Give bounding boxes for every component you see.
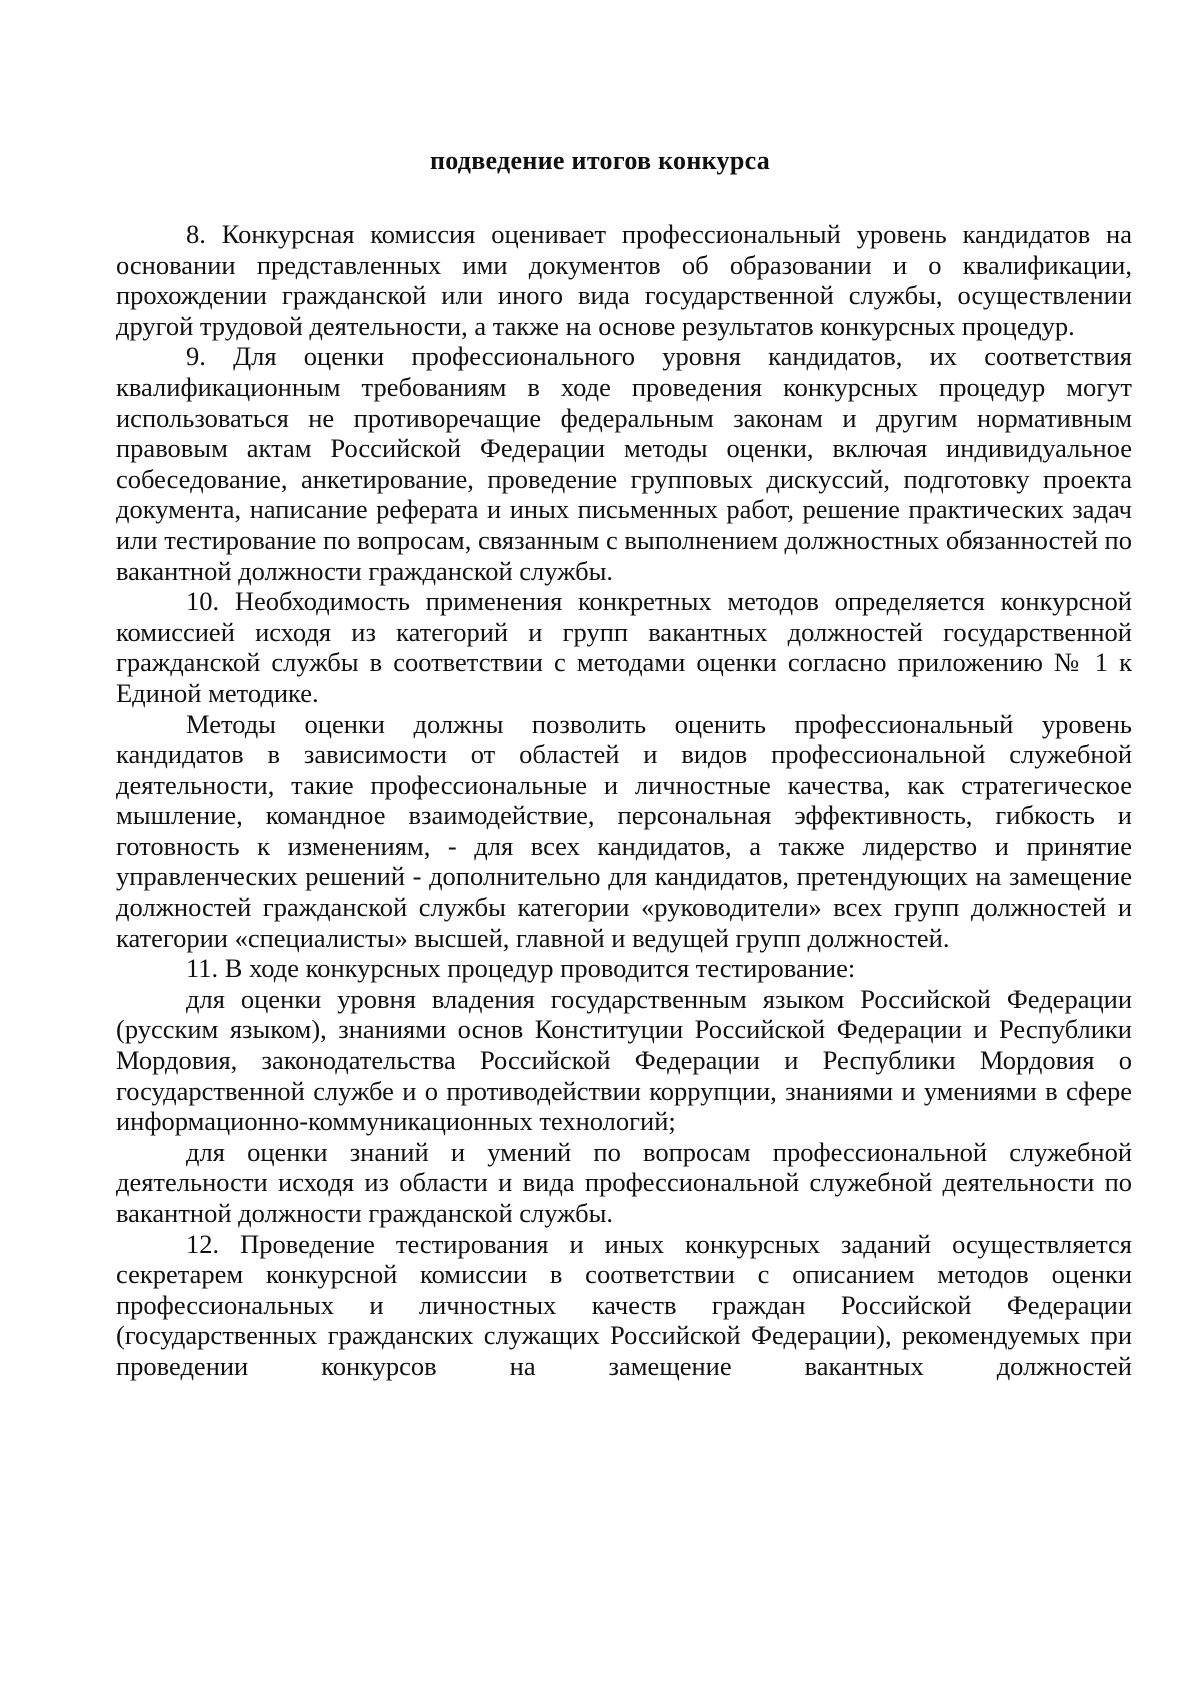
- paragraph-10: 10. Необходимость применения конкретных методов определяется конкурсной комиссией исходя из категорий и групп вакантных должностей государственной гражданской службы в соответствии с методами оценки согласно приложению № 1 к Единой методике.: [116, 586, 1132, 708]
- document-body: [116, 219, 1132, 1382]
- paragraph-evaluation-methods: Методы оценки должны позволить оценить профессиональный уровень кандидатов в зависимости от областей и видов профессиональной служебной деятельности, такие профессиональные и личностные качества, как стратегическое мышление, командное взаимодействие, персональная эффективность, гибкость и готовность к изменениям, - для всех кандидатов, а также лидерство и принятие управленческих решений - дополнительно для кандидатов, претендующих на замещение должностей гражданской службы категории «руководители» всех групп должностей и категории «специалисты» высшей, главной и ведущей групп должностей.: [116, 708, 1132, 953]
- paragraph-12: 12. Проведение тестирования и иных конкурсных заданий осуществляется секретарем конкурсной комиссии в соответствии с описанием методов оценки профессиональных и личностных качеств граждан Российской Федерации (государственных гражданских служащих Российской Федерации), рекомендуемых при проведении конкурсов на замещение вакантных должностей: [116, 1228, 1132, 1381]
- section-heading: подведение итогов конкурса: [429, 146, 771, 175]
- paragraph-11-item-professional: для оценки знаний и умений по вопросам профессиональной служебной деятельности исходя из области и вида профессиональной служебной деятельности по вакантной должности гражданской службы.: [116, 1136, 1132, 1228]
- paragraph-11: 11. В ходе конкурсных процедур проводится тестирование:: [186, 953, 856, 984]
- paragraph-9: 9. Для оценки профессионального уровня кандидатов, их соответствия квалификационным требованиям в ходе проведения конкурсных процедур могут использоваться не противоречащие федеральным законам и другим нормативным правовым актам Российской Федерации методы оценки, включая индивидуальное собеседование, анкетирование, проведение групповых дискуссий, подготовку проекта документа, написание реферата и иных письменных работ, решение практических задач или тестирование по вопросам, связанным с выполнением должностных обязанностей по вакантной должности гражданской службы.: [116, 341, 1132, 586]
- paragraph-8: 8. Конкурсная комиссия оценивает профессиональный уровень кандидатов на основании представленных ими документов об образовании и о квалификации, прохождении гражданской или иного вида государственной службы, осуществлении другой трудовой деятельности, а также на основе результатов конкурсных процедур.: [116, 219, 1132, 341]
- paragraph-11-item-language: для оценки уровня владения государственным языком Российской Федерации (русским языком), знаниями основ Конституции Российской Федерации и Республики Мордовия, законодательства Российской Федерации и Республики Мордовия о государственной службе и о противодействии коррупции, знаниями и умениями в сфере информационно-коммуникационных технологий;: [116, 983, 1132, 1137]
